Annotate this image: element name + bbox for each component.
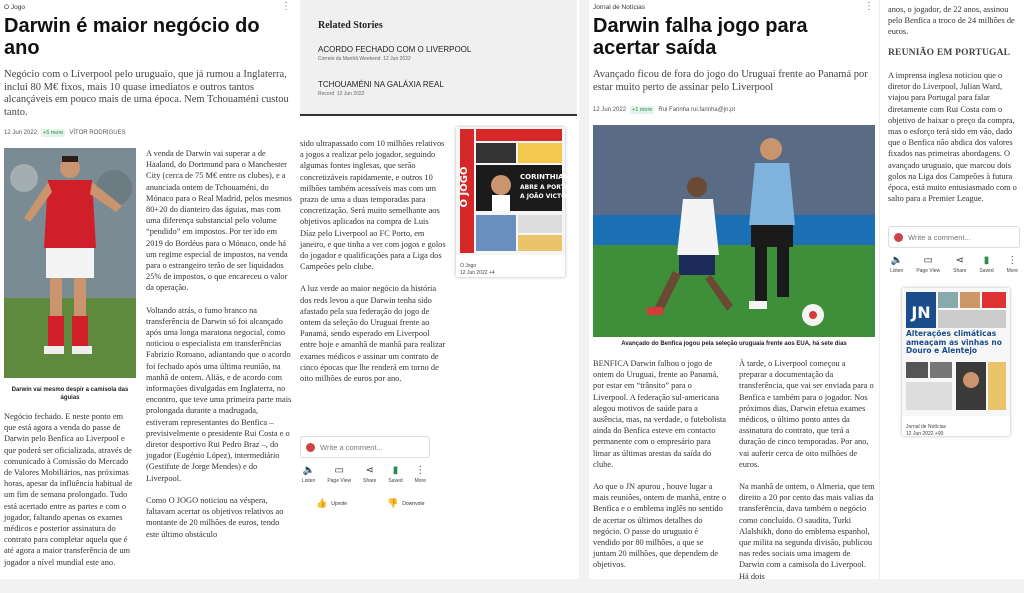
newspaper-badge: +4 [488,270,495,276]
thumbs-down-icon: 👎 [387,498,399,508]
related-story[interactable] [300,62,577,97]
publisher-name[interactable]: O Jogo [4,3,25,11]
listen-button[interactable]: 🔈 Listen [890,255,904,274]
article-deck: Negócio com o Liverpool pelo uruguaio, que já rumou a Inglaterra, inclui 80 M€ fixos, mais 10 quase imediatos e outros tantos alcançáveis em pouco mais de uma época. Nem Tchouaméni custou tanto. [4,69,289,118]
article-body-left [593,358,727,582]
newspaper-thumbnail-jn[interactable] [902,288,1010,436]
article-body-left [4,411,136,579]
body-paragraph: A venda de Darwin vai superar a de Haaland, do Dortmund para o Manchester City (cerca de 75 M€ entre os clubes), e a anunciada ontem de Tchouaméni, do Mónaco para o Real Madrid, pelos mesmos 80+20 do dianteiro das águias, mas com uma diferença substancial pelo volume “pendido” em impostos. Por ter ido em 2019 do Bordéus para o Mónaco, onde há um regime especial de impostos, na venda para o estrangeiro terão de ser liquidados 25% de impostos, o que encareceu o valor da operação. [146,149,292,293]
body-paragraph: Ao que o JN apurou , houve lugar a mais reuniões, ontem de manhã, entre o Benfica e o emblema inglês no sentido de acertar os últimos detalhes do negócio. O passe do uruguaio é vendido por 80 milhões, a que se juntam 20 milhões, que dependem de objetivos. [593,482,727,570]
speaker-icon: 🔈 [302,465,315,476]
more-button[interactable]: ⋮ More [414,465,426,484]
body-paragraph: Como O JOGO noticiou na véspera, faltavam acertar os objetivos relativos ao montante de 20 milhões de euros, tendo este último obstáculo [146,495,284,539]
article-meta [589,94,879,114]
article-meta [0,119,296,137]
related-story[interactable] [300,31,577,62]
share-button[interactable]: ⋖ Share [363,465,377,484]
body-paragraph: Na manhã de ontem, o Almeria, que tem direito a 20 por cento das mais valias da transferência, dava também o negócio como concluído. O saudita, Turki Alalshikh, dono do emblema espanhol, que milita na segunda divisão, publicou nas redes sociais uma imagem de Darwin com a camisola do Liverpool. Há dois [739,482,875,581]
speaker-icon: 🔈 [890,255,903,266]
article-toolbar [890,256,1018,274]
article-body-top [888,4,1020,49]
share-icon: ⋖ [365,465,374,476]
newspaper-headline-line: ABRE A PORTA [520,184,569,191]
article-jornal-noticias [589,0,879,579]
body-paragraph: anos, o jogador, de 22 anos, assinou pelo Benfica a troco de 24 milhões de euros. [888,5,1015,37]
saved-button[interactable]: ▮ Saved [979,255,994,274]
article-o-jogo [0,0,296,579]
user-avatar [894,233,903,242]
article-author: VÍTOR RODRIGUES [69,130,126,136]
photo-caption: Darwin vai mesmo despir a camisola das águias [11,387,129,401]
downvote-button[interactable]: 👎 Downvote [387,498,425,508]
more-options-icon[interactable]: ⋮ [281,1,291,12]
related-story-date: 12 Jun 2022 [336,91,365,97]
publisher-name[interactable]: Jornal de Notícias [593,3,646,11]
article-date: 12 Jun 2022 [4,130,38,136]
article-headline: Darwin falha jogo para acertar saída [593,15,808,59]
share-icon: ⋖ [955,255,964,266]
related-story-source: Correio da Manhã Weekend [318,56,381,62]
page-view-button[interactable]: ▭ Page View [916,255,941,274]
newspaper-masthead: O JOGO [459,166,470,208]
saved-button[interactable]: ▮ Saved [388,465,403,484]
section-heading: REUNIÃO EM PORTUGAL [888,48,1011,58]
body-paragraph: À tarde, o Liverpool começou a preparar a documentação da transferência, que vai ser enviada para o Benfica e também para o jogador. Nos próximos dias, Darwin efetua exames médicos, o último ponto antes da assinatura do contrato, que terá a duração de cinco temporadas. Por ano, vai auferir cerca de oito milhões de euros. [739,359,874,469]
article-body [300,138,446,395]
page-view-button[interactable]: ▭ Page View [327,465,352,484]
darwin-photo [4,148,136,401]
body-paragraph: Negócio fechado. E neste ponto em que está agora a venda do passe de Darwin pelo Benfica ao Liverpool e que poderá ser oficializada, através de comunicado à Comissão do Mercado de Valores Mobiliários, nas próximas horas, apesar da influência habitual de um fim de semana prolongado. Tudo está acertado entre as partes e com o jogador, faltando apenas os exames médicos e posterior assinatura do contrato para completar aquela que é até agora a maior transferência de um jogador a nível mundial este ano. [4,412,133,567]
article-continuation-jn [879,0,1024,579]
page-view-icon: ▭ [334,465,344,476]
newspaper-headline-line: CORINTHIANS [520,173,575,181]
more-sources-badge[interactable]: +5 more [43,130,64,136]
football-match-photo [593,125,875,337]
newspaper-name: O Jogo [460,263,477,269]
upvote-button[interactable]: 👍 Upvote [316,498,348,508]
share-button[interactable]: ⋖ Share [953,255,967,274]
article-deck: Avançado ficou de fora do jogo do Uruguai frente ao Panamá por estar muito perto de assinar pelo Liverpool [593,69,868,93]
newspaper-badge: +90 [934,431,944,437]
thumbs-up-icon: 👍 [316,498,328,508]
related-stories-panel [300,0,577,116]
related-story-date: 12 Jun 2022 [383,56,411,62]
newspaper-date: 12 Jun 2022 [460,270,488,276]
body-paragraph: A imprensa inglesa noticiou que o diretor do Liverpool, Julian Ward, viajou para Portugal para falar diretamente com Rui Costa com o objetivo de baixar o preço da compra, mas o esforço terá sido em vão, dado que o Benfica não abdica dos valores fixados nas primeiras abordagens. O avançado uruguaio, que marcou dois golos na Liga dos Campeões à futura época, está muito entusiasmado com o salto para a Premier League. [888,71,1017,204]
article-body-right [739,358,875,593]
newspaper-masthead: JN [911,303,931,322]
comment-input[interactable] [888,226,1020,248]
related-story-title[interactable]: TCHOUAMÉNI NA GALÁXIA REAL [318,80,444,89]
comment-placeholder: Write a comment... [908,232,971,242]
newspaper-thumbnail-o-jogo[interactable] [456,127,575,277]
comment-input[interactable] [300,436,430,458]
more-vertical-icon: ⋮ [1007,255,1018,266]
article-headline: Darwin é maior negócio do ano [4,15,260,59]
comment-placeholder: Write a comment... [320,442,383,452]
newspaper-name: Jornal de Notícias [906,424,947,430]
more-vertical-icon: ⋮ [415,465,426,476]
page-view-icon: ▭ [923,255,933,266]
user-avatar [306,443,315,452]
more-sources-badge[interactable]: +1 more [632,107,653,113]
article-author: Rui Farinha rui.farinha@jn.pt [658,107,736,113]
related-story-title[interactable]: ACORDO FECHADO COM O LIVERPOOL [318,45,472,54]
article-date: 12 Jun 2022 [593,107,627,113]
bookmark-icon: ▮ [983,255,990,266]
body-paragraph: A luz verde ao maior negócio da história dos reds levou a que Darwin tenha sido afastado pela sua federação do jogo de ontem da seleção do Uruguai frente ao Panamá, sendo esperado em Liverpool entre hoje e amanhã de manhã para realizar exames médicos e assinar um contrato de cinco épocas que lhe renderá em torno de oito milhões de euros por ano. [300,284,446,384]
listen-button[interactable]: 🔈 Listen [302,465,316,484]
article-toolbar [302,466,426,484]
article-body-right [146,148,292,551]
newspaper-date: 12 Jun 2022 [906,431,934,437]
bookmark-icon: ▮ [392,465,399,476]
related-story-source: Record [318,91,335,97]
body-paragraph: BENFICA Darwin falhou o jogo de ontem do Uruguai, frente ao Panamá, por estar em “trânsito” para o Liverpool. A federação sul-americana alegou motivos de saúde para a ausência, mas, na verdade, o futebolista ainda do Benfica esteve em contacto permanente com o empresário para limar as últimas arestas da saída do clube. [593,359,727,469]
vote-bar [316,498,425,509]
related-stories-heading: Related Stories [318,20,383,31]
article-body [888,70,1020,215]
newspaper-headline-line: A JOÃO VICTOR [520,193,571,200]
body-paragraph: Voltando atrás, o fumo branco na transferência de Darwin só foi alcançado após uma longa maratona negocial, como noticiou o especialista em transferências Fabrizio Romano, adiantando que o acordo foi fechado após uma última reunião, na manhã de ontem. Aliás, e de acordo com informações divulgadas em Inglaterra, no encontro, que teve uma primeira parte mais prolongada durante a madrugada, estiveram representantes do Benfica – previsivelmente o presidente Rui Costa e o diretor desportivo Rui Pedro Braz –, do jogador (Eugénio López), intermediário (Gestifute de Jorge Mendes) e do Liverpool. [146,305,292,483]
more-options-icon[interactable]: ⋮ [864,1,874,12]
more-button[interactable]: ⋮ More [1006,255,1018,274]
newspaper-headline: Alterações climáticas ameaçam as vinhas no Douro e Alentejo [906,329,1002,355]
photo-caption: Avançado do Benfica jogou pela seleção uruguaia frente aos EUA, há sete dias [621,341,847,347]
body-paragraph: sido ultrapassado com 10 milhões relativos a jogos a realizar pelo jogador, seguindo algumas fontes inglesas, que serão concretizáveis rapidamente, e outros 10 milhões também acessíveis mas com um prazo de uma a duas temporadas para concretização. Será muito semelhante aos objetivos aplicados na compra de Luis Díaz pelo Liverpool ao FC Porto, em janeiro, e que tinha a ver com jogos e golos do jogador e qualificações para a Liga dos Campeões pelo clube. [300,139,446,272]
